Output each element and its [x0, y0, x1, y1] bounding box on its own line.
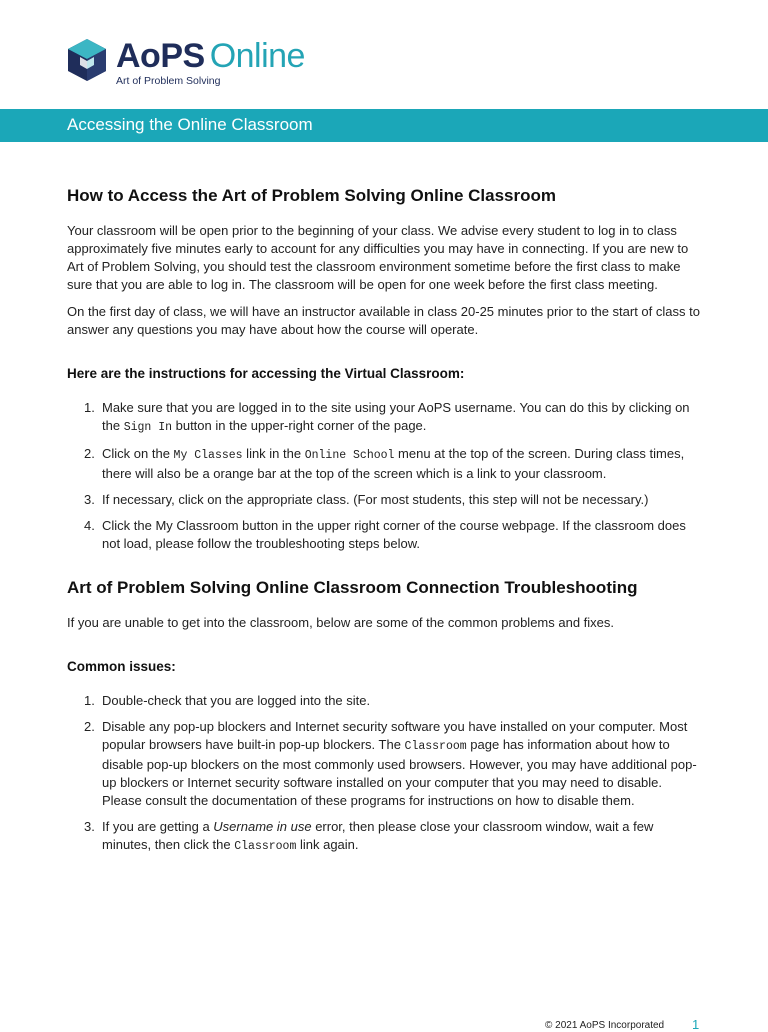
list-item [67, 491, 703, 509]
item-number: 2. [84, 719, 95, 734]
item-number: 1. [84, 400, 95, 415]
text: page has information about how to disable pop-up blockers on the most commonly used browsers. However, you may have additional pop-up blockers or Internet security software installed on your computer that you may need to disable. Please consult the documentation of these programs for instructions on how to disable them. [102, 737, 697, 808]
instructions-subheading: Here are the instructions for accessing the Virtual Classroom: [67, 366, 465, 381]
list-item [67, 718, 703, 810]
list-item [67, 399, 703, 437]
item-number: 4. [84, 518, 95, 533]
troubleshooting-heading: Art of Problem Solving Online Classroom Connection Troubleshooting [67, 578, 638, 597]
text: Click the My Classroom button in the upper right corner of the course webpage. If the classroom does not load, please follow the troubleshooting steps below. [102, 518, 686, 551]
brand-light: Online [209, 37, 305, 75]
list-item [67, 818, 703, 856]
my-classes-code: My Classes [173, 449, 243, 462]
access-heading: How to Access the Art of Problem Solving Online Classroom [67, 186, 556, 205]
classroom-code: Classroom [404, 740, 467, 753]
aops-logo [66, 37, 305, 87]
issues-list [67, 692, 703, 856]
text: Make sure that you are logged in to the site using your AoPS username. You can do this by clicking on the [102, 400, 690, 433]
brand-subtitle: Art of Problem Solving [116, 75, 221, 87]
classroom-code: Classroom [234, 840, 297, 853]
paragraph: Your classroom will be open prior to the beginning of your class. We advise every student to log in to class approximately five minutes early to account for any difficulties you may have in connecting. If you are new to Art of Problem Solving, you should test the classroom environment sometime before the first class to make sure that you are able to log in. The classroom will be open for one week before the first class meeting. [67, 223, 689, 292]
common-issues-subheading: Common issues: [67, 659, 176, 674]
online-school-code: Online School [304, 449, 395, 462]
brand-bold: AoPS [116, 37, 205, 75]
text: link again. [296, 837, 359, 852]
steps-list [67, 399, 703, 553]
item-number: 3. [84, 492, 95, 507]
list-item [67, 692, 703, 710]
text: Disable any pop-up blockers and Internet security software you have installed on your computer. Most popular browsers have built-in pop-up blockers. The [102, 719, 688, 752]
paragraph: If you are unable to get into the classroom, below are some of the common problems and fixes. [67, 615, 615, 630]
item-number: 3. [84, 819, 95, 834]
copyright: © 2021 AoPS Incorporated [545, 1020, 665, 1031]
sign-in-code: Sign In [123, 421, 172, 434]
text: link in the [242, 446, 305, 461]
text: If you are getting a [102, 819, 214, 834]
text: Click on the [102, 446, 174, 461]
page-number: 1 [692, 1017, 700, 1032]
item-number: 1. [84, 693, 95, 708]
list-item [67, 517, 703, 553]
username-in-use: Username in use [213, 819, 312, 834]
list-item [67, 445, 703, 483]
item-number: 2. [84, 446, 95, 461]
cube-logo-icon [66, 37, 108, 83]
text: menu at the top of the screen. During class times, there will also be a orange bar at the top of the screen which is a link to your classroom. [102, 446, 685, 481]
section-banner: Accessing the Online Classroom [0, 109, 768, 142]
document-body [67, 187, 703, 864]
text: button in the upper-right corner of the page. [172, 418, 427, 433]
text: error, then please close your classroom window, wait a few minutes, then click the [102, 819, 654, 852]
text: Double-check that you are logged into the site. [102, 693, 371, 708]
paragraph: On the first day of class, we will have an instructor available in class 20-25 minutes prior to the start of class to answer any questions you may have about how the course will operate. [67, 304, 700, 337]
text: If necessary, click on the appropriate class. (For most students, this step will not be necessary.) [102, 492, 649, 507]
